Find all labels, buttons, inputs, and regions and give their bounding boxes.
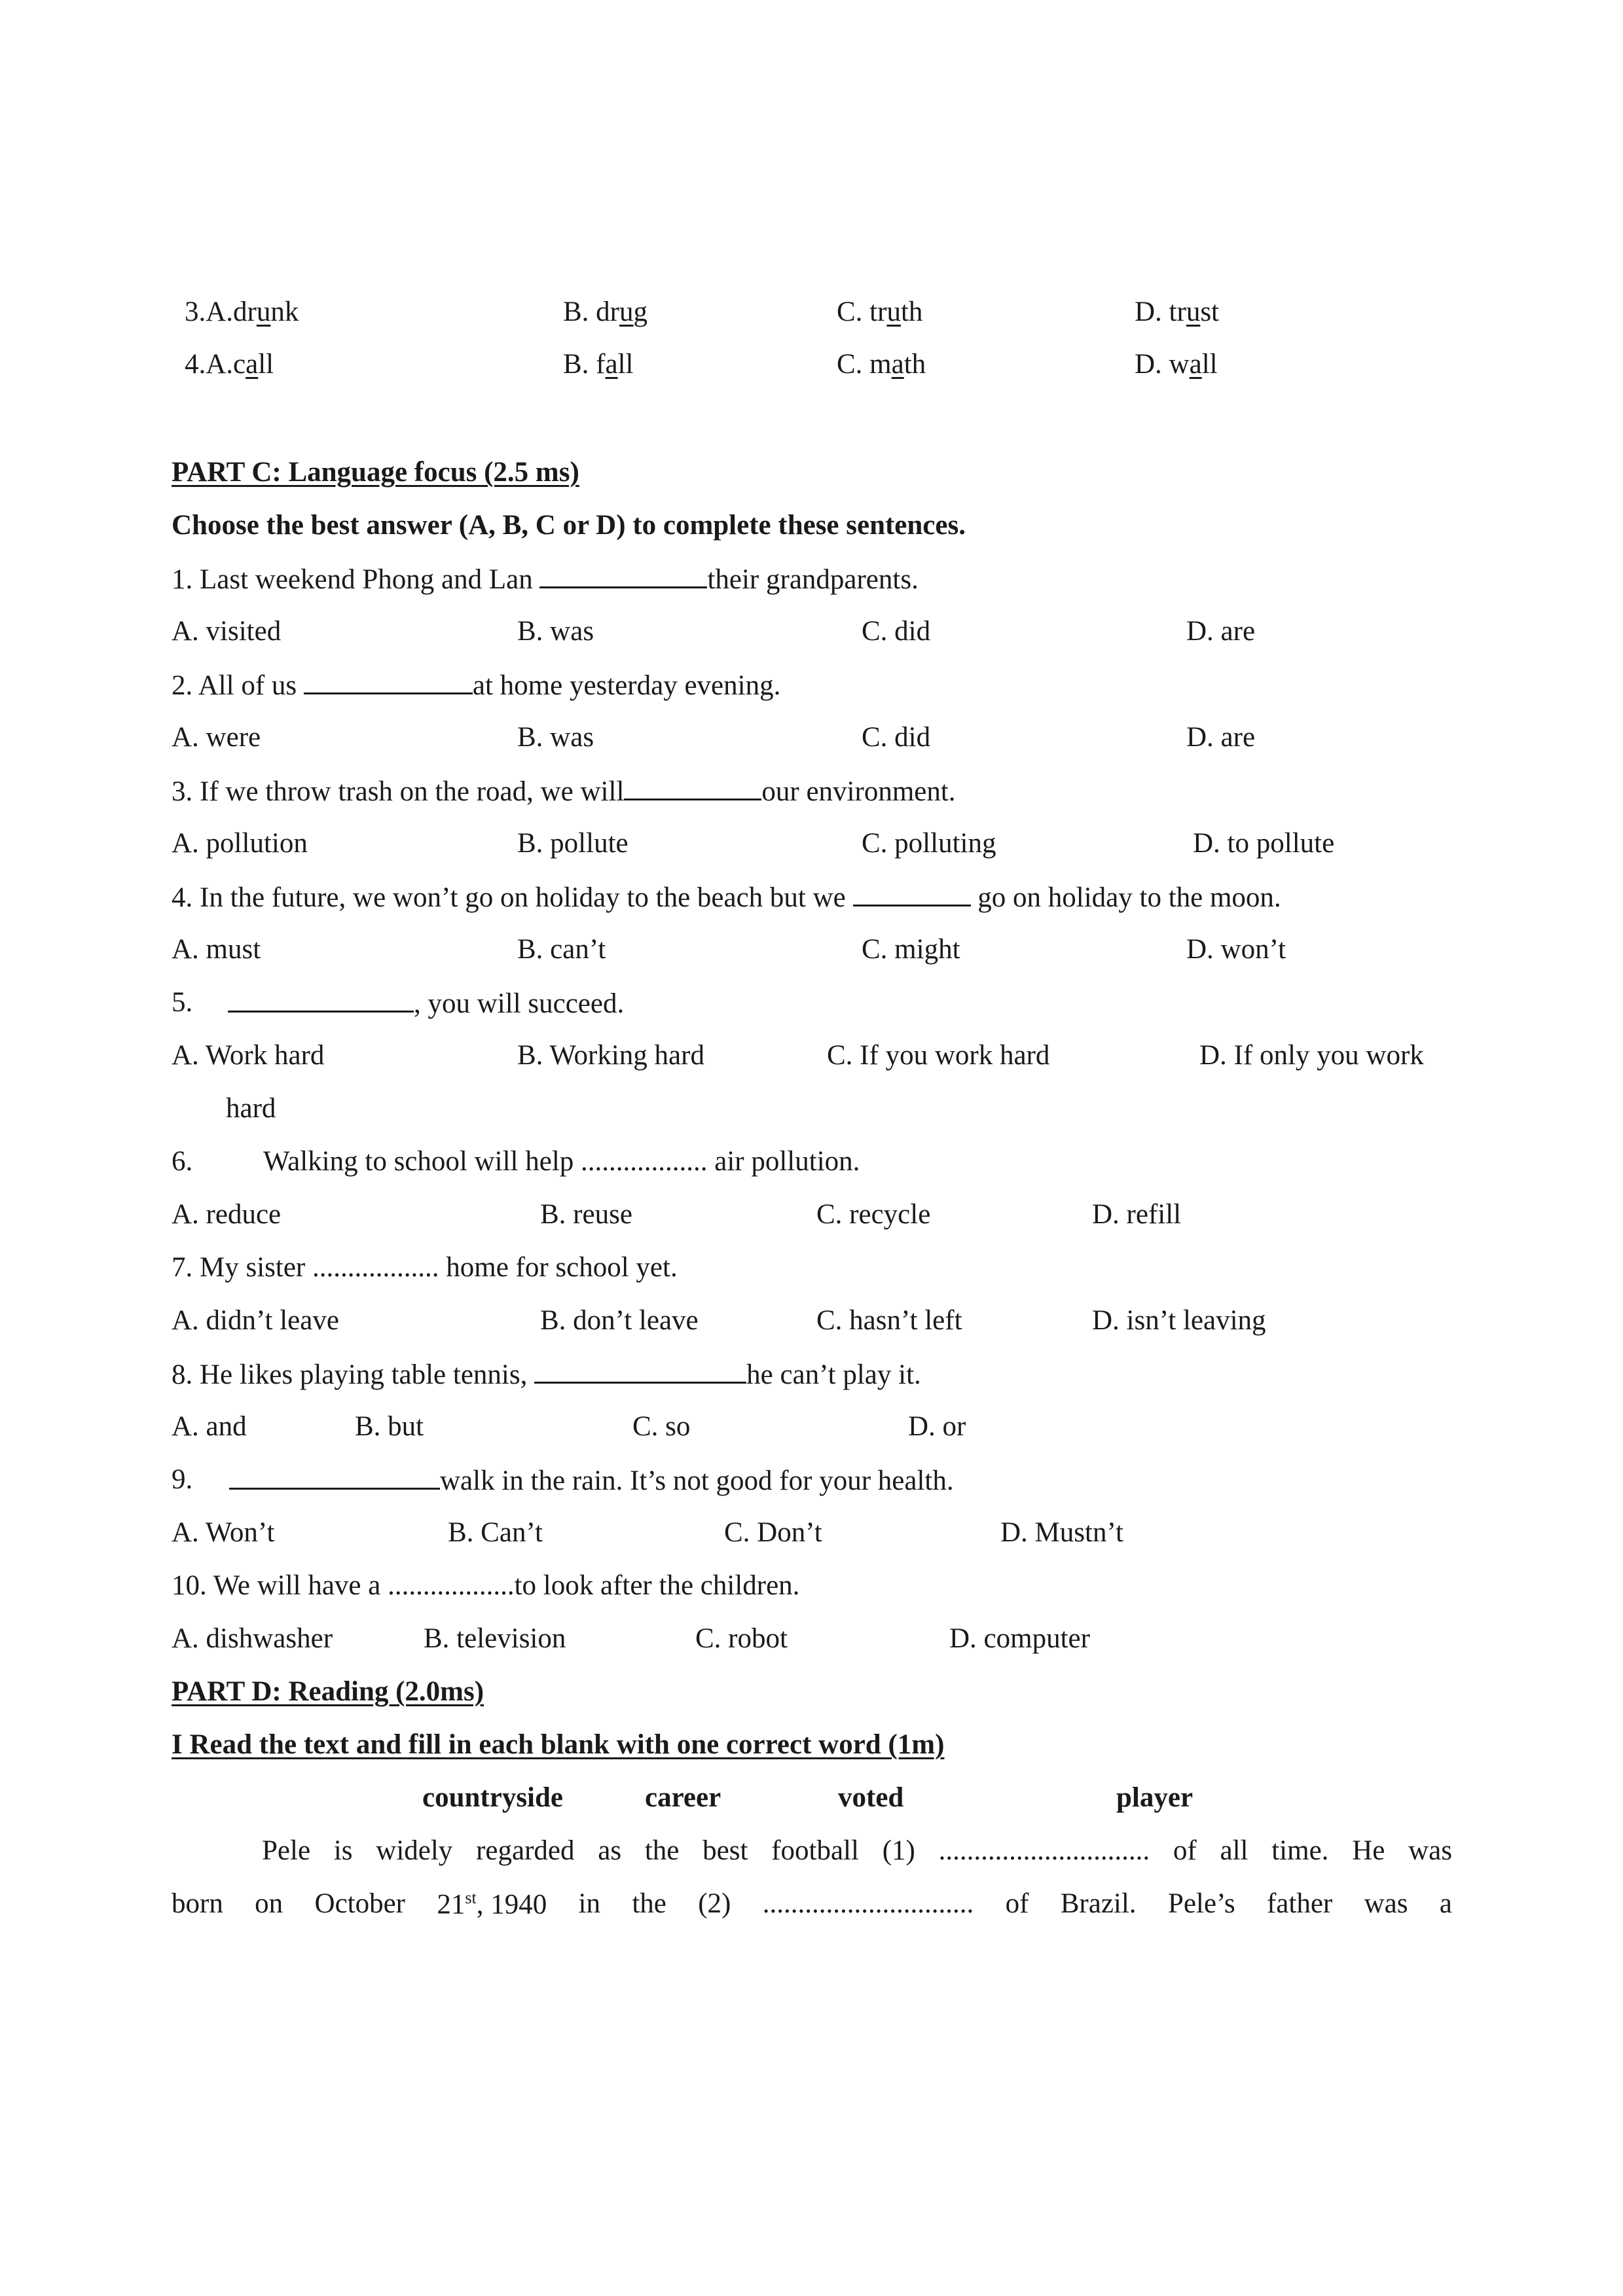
word-bank-item: countryside — [422, 1782, 563, 1813]
q5-option-b[interactable]: B. Working hard — [517, 1040, 704, 1071]
word-bank-item: voted — [838, 1782, 904, 1813]
phonetics-row-3-d: D. trust — [1135, 296, 1220, 327]
question-5-number: 5. — [172, 987, 193, 1018]
answer-blank[interactable] — [304, 670, 473, 694]
q3-option-c[interactable]: C. polluting — [862, 828, 996, 859]
q1-option-b[interactable]: B. was — [517, 616, 594, 647]
answer-blank[interactable] — [624, 776, 761, 800]
reading-paragraph-line-1: Pele is widely regarded as the best football (1) .............................. of all time. He was — [262, 1835, 1452, 1866]
question-2: 2. All of us at home yesterday evening. — [172, 670, 781, 701]
phonetics-row-4-d: D. wall — [1135, 349, 1218, 380]
q3-option-a[interactable]: A. pollution — [172, 828, 308, 859]
q5-option-d[interactable]: D. If only you work — [1199, 1040, 1424, 1071]
word-bank-item: career — [645, 1782, 721, 1813]
phonetics-row-4-b: B. fall — [563, 349, 634, 380]
q9-option-a[interactable]: A. Won’t — [172, 1517, 275, 1548]
part-c-instruction: Choose the best answer (A, B, C or D) to complete these sentences. — [172, 510, 966, 541]
q9-option-c[interactable]: C. Don’t — [724, 1517, 822, 1548]
question-9: walk in the rain. It’s not good for your health. — [229, 1465, 954, 1495]
q7-option-d[interactable]: D. isn’t leaving — [1092, 1305, 1266, 1336]
q6-option-d[interactable]: D. refill — [1092, 1199, 1182, 1230]
part-d-subheading: I Read the text and fill in each blank with one correct word (1m) — [172, 1729, 945, 1760]
q8-option-c[interactable]: C. so — [632, 1411, 691, 1442]
q7-option-c[interactable]: C. hasn’t left — [816, 1305, 962, 1336]
phonetics-row-3-b: B. drug — [563, 296, 647, 327]
q9-option-d[interactable]: D. Mustn’t — [1000, 1517, 1123, 1548]
answer-blank[interactable] — [539, 564, 707, 588]
phonetics-row-4: 4.A.call — [185, 349, 274, 380]
q8-option-a[interactable]: A. and — [172, 1411, 247, 1442]
q8-option-b[interactable]: B. but — [355, 1411, 424, 1442]
q2-option-b[interactable]: B. was — [517, 722, 594, 753]
q2-option-c[interactable]: C. did — [862, 722, 931, 753]
q10-option-b[interactable]: B. television — [424, 1623, 566, 1654]
answer-blank[interactable] — [229, 1465, 440, 1490]
question-6-number: 6. — [172, 1146, 193, 1177]
q7-option-b[interactable]: B. don’t leave — [540, 1305, 699, 1336]
q9-option-b[interactable]: B. Can’t — [448, 1517, 543, 1548]
answer-blank[interactable] — [534, 1359, 746, 1384]
question-10: 10. We will have a ..................to look after the children. — [172, 1570, 800, 1601]
q2-option-d[interactable]: D. are — [1186, 722, 1256, 753]
answer-blank[interactable] — [853, 882, 971, 906]
phonetics-row-3: 3.A.drunk — [185, 296, 299, 327]
reading-paragraph-line-2: born on October 21st, 1940 in the (2) .............................. of Brazil. Pele’s father was a — [172, 1888, 1452, 1920]
answer-blank[interactable]: .............................. — [762, 1888, 974, 1919]
q5-option-a[interactable]: A. Work hard — [172, 1040, 325, 1071]
q3-option-b[interactable]: B. pollute — [517, 828, 629, 859]
q4-option-d[interactable]: D. won’t — [1186, 934, 1286, 965]
question-1: 1. Last weekend Phong and Lan their grandparents. — [172, 564, 919, 595]
q4-option-b[interactable]: B. can’t — [517, 934, 606, 965]
q4-option-c[interactable]: C. might — [862, 934, 960, 965]
question-9-number: 9. — [172, 1464, 193, 1495]
q4-option-a[interactable]: A. must — [172, 934, 261, 965]
question-6: Walking to school will help .................. air pollution. — [263, 1146, 860, 1177]
phonetics-row-3-c: C. truth — [837, 296, 923, 327]
q8-option-d[interactable]: D. or — [908, 1411, 966, 1442]
phonetics-row-4-c: C. math — [837, 349, 926, 380]
q1-option-d[interactable]: D. are — [1186, 616, 1256, 647]
q1-option-c[interactable]: C. did — [862, 616, 931, 647]
q6-option-c[interactable]: C. recycle — [816, 1199, 931, 1230]
q3-option-d[interactable]: D. to pollute — [1193, 828, 1335, 859]
q6-option-a[interactable]: A. reduce — [172, 1199, 282, 1230]
q5-option-c[interactable]: C. If you work hard — [827, 1040, 1050, 1071]
word-bank-item: player — [1116, 1782, 1194, 1813]
q7-option-a[interactable]: A. didn’t leave — [172, 1305, 339, 1336]
answer-blank[interactable]: .............................. — [938, 1835, 1150, 1866]
question-3: 3. If we throw trash on the road, we will our environment. — [172, 776, 956, 807]
question-5: , you will succeed. — [228, 988, 624, 1018]
q5-option-d-continued: hard — [226, 1093, 276, 1124]
q10-option-d[interactable]: D. computer — [949, 1623, 1090, 1654]
question-8: 8. He likes playing table tennis, he can’t play it. — [172, 1359, 921, 1390]
answer-blank[interactable] — [228, 988, 414, 1013]
part-d-heading: PART D: Reading (2.0ms) — [172, 1676, 484, 1707]
q2-option-a[interactable]: A. were — [172, 722, 261, 753]
q6-option-b[interactable]: B. reuse — [540, 1199, 632, 1230]
question-7: 7. My sister .................. home for school yet. — [172, 1252, 678, 1283]
q10-option-a[interactable]: A. dishwasher — [172, 1623, 333, 1654]
part-c-heading: PART C: Language focus (2.5 ms) — [172, 457, 579, 488]
q10-option-c[interactable]: C. robot — [695, 1623, 788, 1654]
question-4: 4. In the future, we won’t go on holiday to the beach but we go on holiday to the moon. — [172, 882, 1281, 913]
q1-option-a[interactable]: A. visited — [172, 616, 282, 647]
